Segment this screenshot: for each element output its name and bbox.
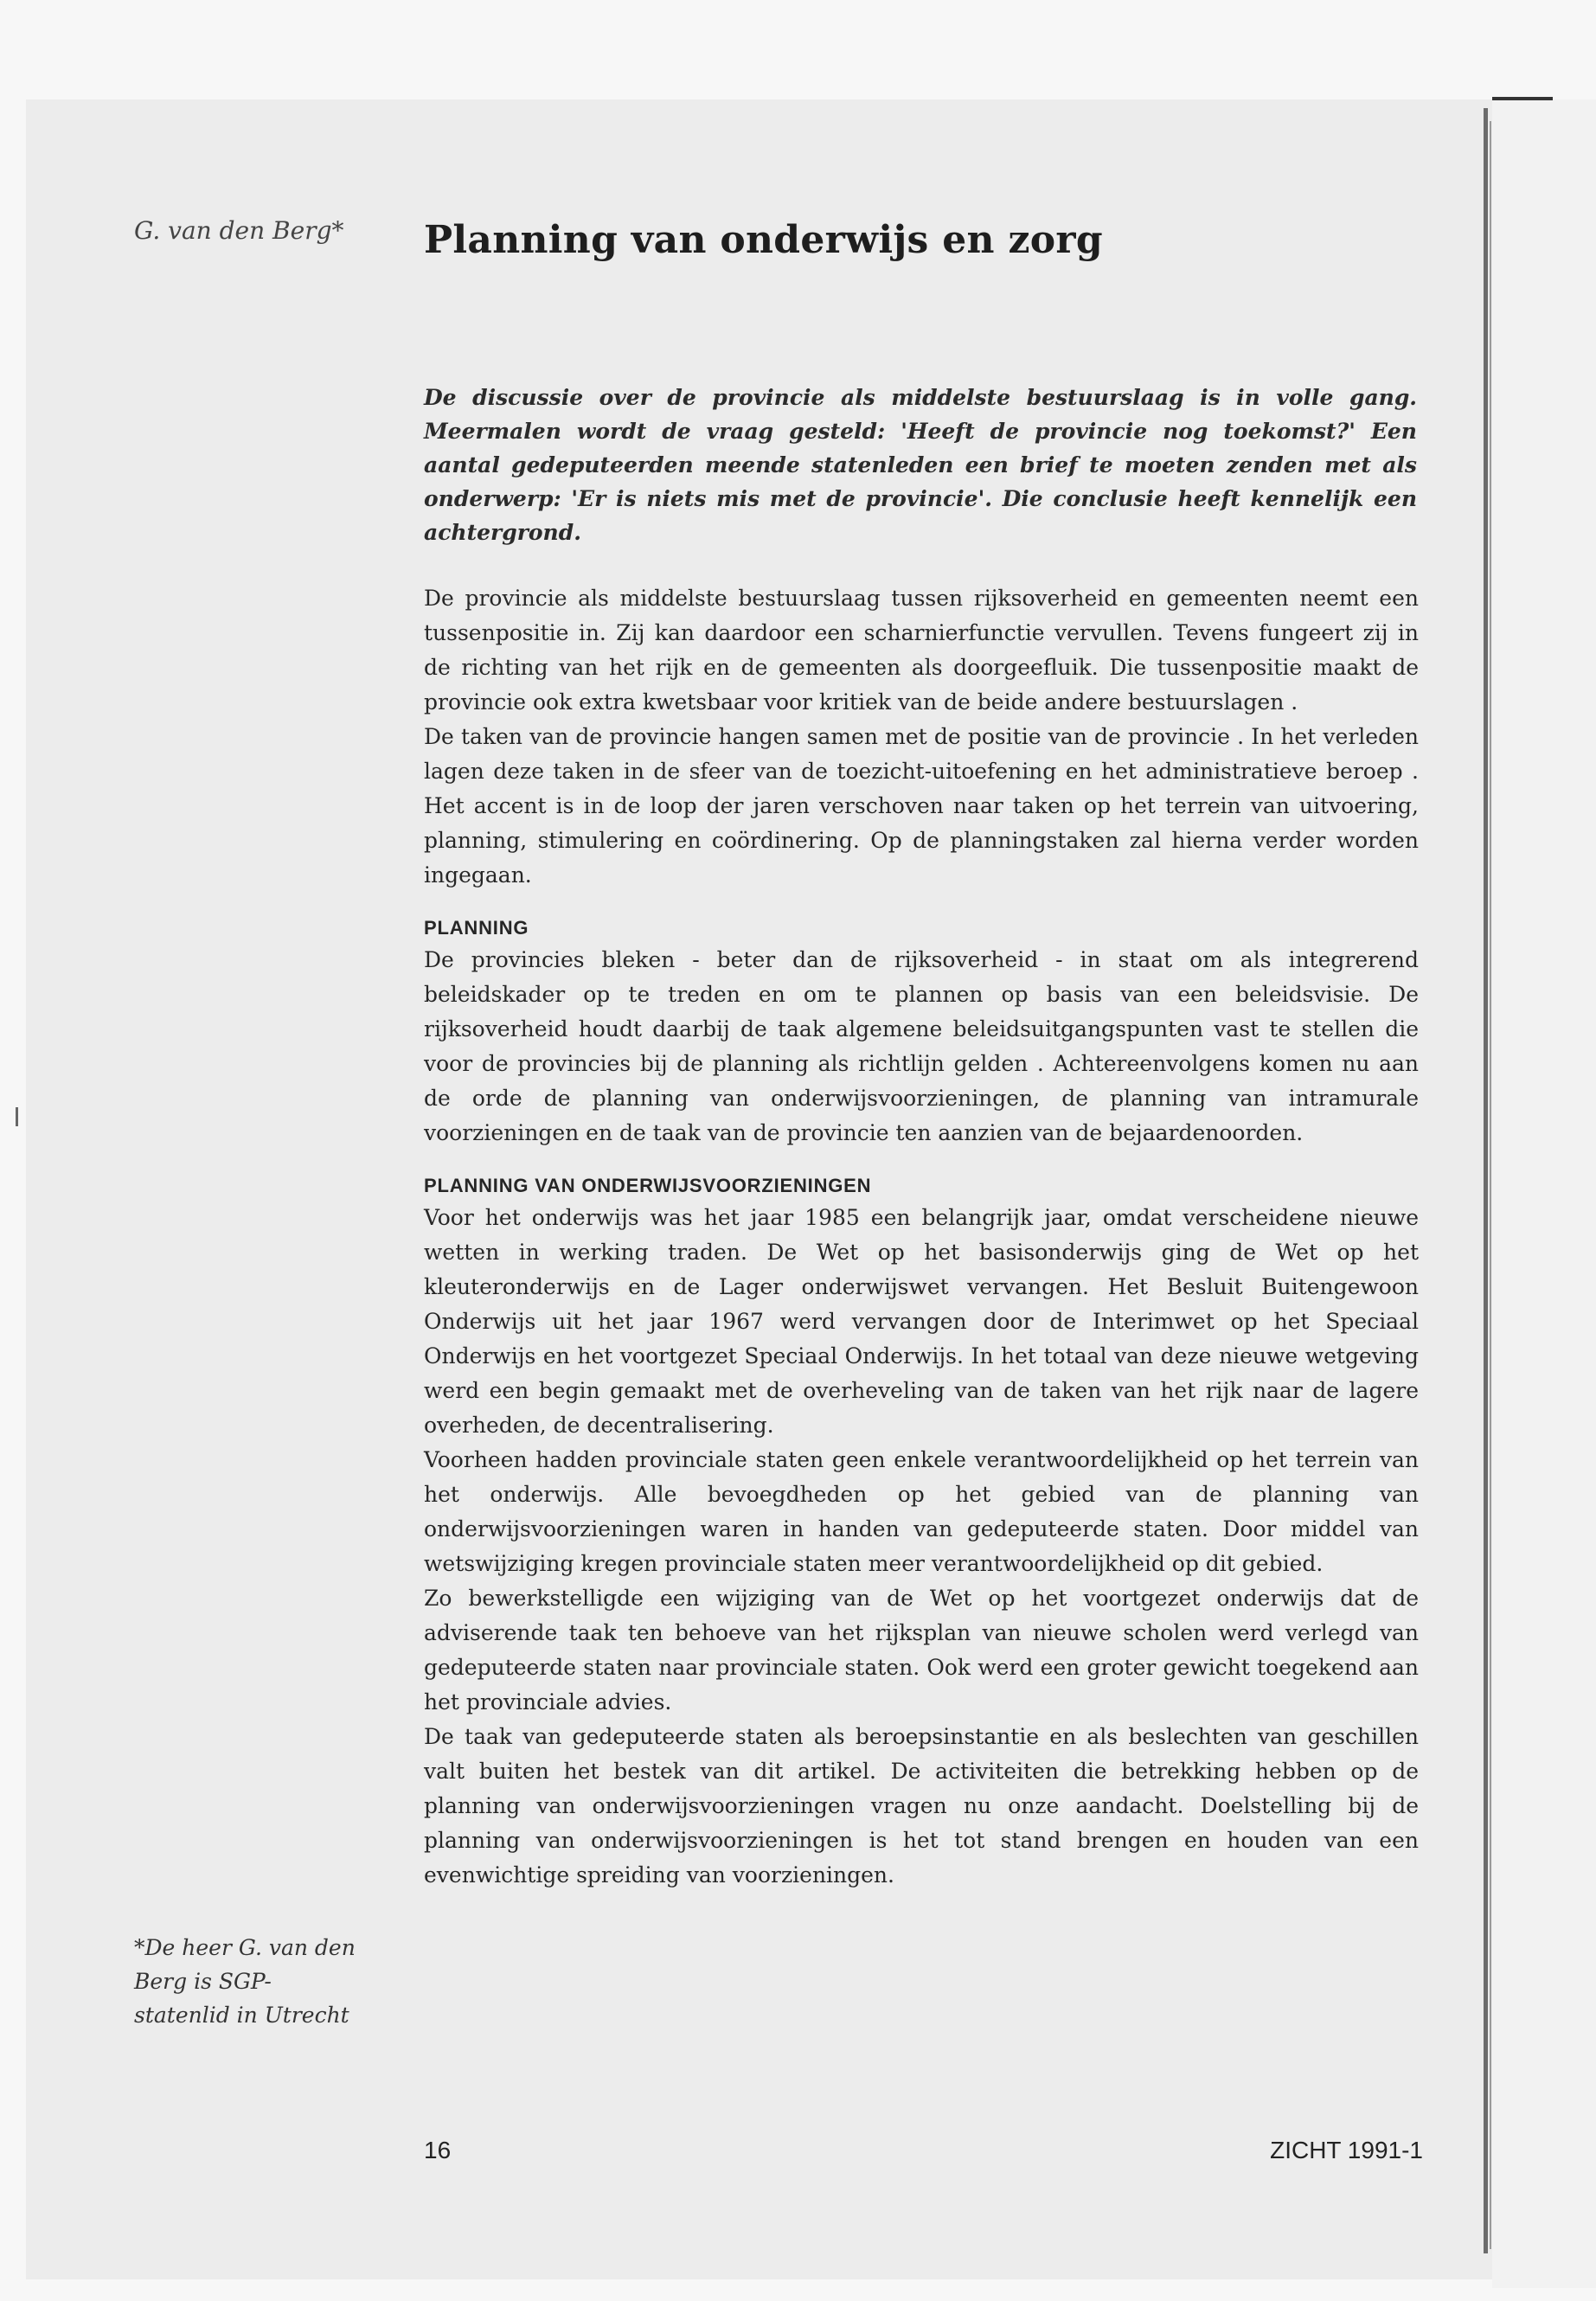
body-paragraph: Voorheen hadden provinciale staten geen enkele verantwoordelijkheid op het terrein van het onderwijs. Alle bevoegdheden op het gebied van de planning van onderwijsvoorzieningen waren in handen van gedeputeerde staten. Door middel van wetswijziging kregen provinciale staten meer verantwoordelijkheid op dit gebied. <box>424 1447 1419 1576</box>
body-paragraph: Zo bewerkstelligde een wijziging van de Wet op het voortgezet onderwijs dat de adviserende taak ten behoeve van het rijksplan van nieuwe scholen werd verlegd van gedeputeerde staten naar provinciale staten. Ook werd een groter gewicht toegekend aan het provinciale advies. <box>424 1586 1419 1715</box>
body-paragraph: Voor het onderwijs was het jaar 1985 een belangrijk jaar, omdat verscheidene nieuwe wetten in werking traden. De Wet op het basisonderwijs ging de Wet op het kleuteronderwijs en de Lager onderwijswet vervangen. Het Besluit Buitengewoon Onderwijs uit het jaar 1967 werd vervangen door de Interimwet op het Speciaal Onderwijs en het voortgezet Speciaal Onderwijs. In het totaal van deze nieuwe wetgeving werd een begin gemaakt met de overheveling van de taken van het rijk naar de lagere overheden, de decentralisering. <box>424 1205 1419 1438</box>
author-footnote: *De heer G. van den Berg is SGP-statenlid in Utrecht <box>134 1935 356 2028</box>
intro-paragraph: De discussie over de provincie als middelste bestuurslaag is in volle gang. Meermalen wordt de vraag gesteld: 'Heeft de provincie nog toekomst?' Een aantal gedeputeerden meende statenleden een brief te moeten zenden met als onderwerp: 'Er is niets mis met de provincie'. Die conclusie heeft kennelijk een achtergrond. <box>424 385 1417 545</box>
scan-edge-mark <box>16 1107 18 1126</box>
body-paragraph: De provincies bleken - beter dan de rijksoverheid - in staat om als integrerend beleidskader op te treden en om te plannen op basis van een beleidsvisie. De rijksoverheid houdt daarbij de taak algemene beleidsuitgangspunten vast te stellen die voor de provincies bij de planning als richtlijn gelden . Achtereenvolgens komen nu aan de orde de planning van onderwijsvoorzieningen, de planning van intramurale voorzieningen en de taak van de provincie ten aanzien van de bejaardenoorden. <box>424 947 1419 1145</box>
page-corner-mark <box>1492 97 1553 100</box>
page-number: 16 <box>424 2137 452 2163</box>
section-heading-planning: PLANNING <box>424 917 529 939</box>
article-title: Planning van onderwijs en zorg <box>424 218 1103 262</box>
page-gutter-shadow <box>1484 108 1488 2253</box>
body-paragraph: De taken van de provincie hangen samen met de positie van de provincie . In het verleden lagen deze taken in de sfeer van de toezicht-uitoefening en het administratieve beroep . Het accent is in de loop der jaren verschoven naar taken op het terrein van uitvoering, planning, stimulering en coördinering. Op de planningstaken zal hierna verder worden ingegaan. <box>424 724 1419 888</box>
section-heading-onderwijs: PLANNING VAN ONDERWIJSVOORZIENINGEN <box>424 1175 872 1196</box>
author-byline: G. van den Berg* <box>134 216 344 245</box>
body-paragraph: De provincie als middelste bestuurslaag tussen rijksoverheid en gemeenten neemt een tussenpositie in. Zij kan daardoor een scharnierfunctie vervullen. Tevens fungeert zij in de richting van het rijk en de gemeenten als doorgeefluik. Die tussenpositie maakt de provincie ook extra kwetsbaar voor kritiek van de beide andere bestuurslagen . <box>424 586 1419 715</box>
article-body <box>424 581 1419 1893</box>
facing-page-edge <box>1492 99 1596 2288</box>
journal-footer: ZICHT 1991-1 <box>1270 2137 1423 2163</box>
page-gutter-line <box>1490 121 1491 2249</box>
body-paragraph: De taak van gedeputeerde staten als beroepsinstantie en als beslechten van geschillen valt buiten het bestek van dit artikel. De activiteiten die betrekking hebben op de planning van onderwijsvoorzieningen vragen nu onze aandacht. Doelstelling bij de planning van onderwijsvoorzieningen is het tot stand brengen en houden van een evenwichtige spreiding van voorzieningen. <box>424 1724 1419 1888</box>
